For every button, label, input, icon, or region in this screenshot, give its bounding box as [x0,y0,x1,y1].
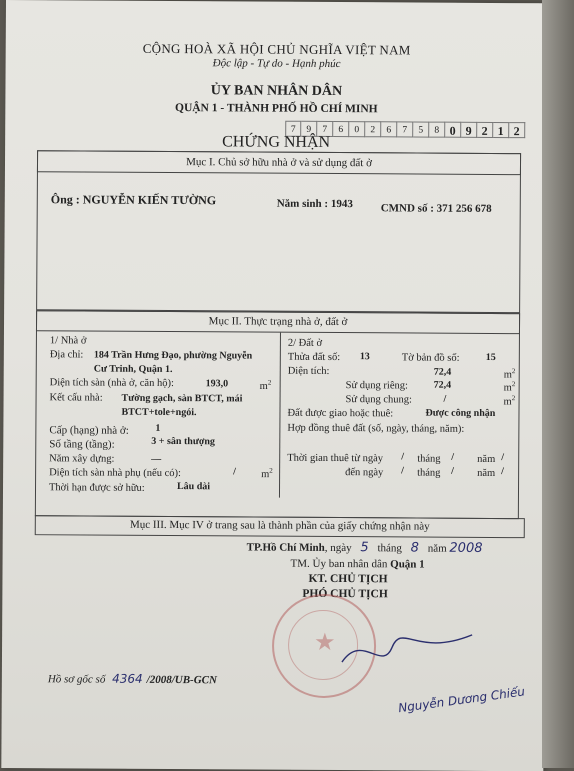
serial-digit: 2 [477,122,493,138]
floor-area-unit: $m^2$ [259,378,272,393]
issue-month: 8 [410,540,420,556]
serial-digit: 8 [429,122,445,138]
lease-to-year: / [501,466,504,478]
grade-label: Cấp (hạng) nhà ở: [49,424,129,437]
floor-area-label: Diện tích sàn (nhà ở, căn hộ): [49,377,174,390]
parcel-label: Thửa đất số: [287,351,341,364]
serial-digit: 0 [445,122,461,138]
serial-digit: 1 [493,122,509,138]
issue-year: 2008 [449,540,483,556]
term-value: Lâu dài [176,481,211,493]
allocation-label: Đất được giao hoặc thuê: [287,407,394,420]
lease-to-month-label: tháng [417,467,441,479]
district-heading: QUẬN 1 - THÀNH PHỐ HỒ CHÍ MINH [174,102,378,116]
serial-digit: 9 [301,121,317,137]
house-title: 1/ Nhà ở [49,335,87,347]
map-sheet-value: 15 [485,351,496,363]
lease-from-month: / [451,451,455,463]
certificate-title: CHỨNG NHẬN [222,133,331,151]
term-label: Thời hạn được sở hữu: [48,482,145,494]
private-use-label: Sử dụng riêng: [345,380,408,392]
structure-value-line1: Tường gạch, sàn BTCT, mái [121,392,243,405]
serial-digit: 2 [365,121,381,137]
serial-digit: 0 [349,121,365,137]
year-built-label: Năm xây dựng: [49,453,115,465]
land-area-label: Diện tích: [287,365,330,377]
lease-from-day: / [401,451,405,463]
section-appendix-text: Mục III. Mục IV ở trang sau là thành phần của giấy chứng nhận này [129,518,430,533]
structure-value-line2: BTCT+tole+ngói. [121,406,197,419]
section-owner-heading: Mục I. Chủ sở hữu nhà ở và sử dụng đất ở [186,156,372,170]
signer-name: Nguyễn Dương Chiếu [397,684,526,716]
serial-digit: 6 [333,121,349,137]
address-value-line1: 184 Trần Hưng Đạo, phường Nguyễn [93,349,253,362]
role-vice-chairman: PHÓ CHỦ TỊCH [302,587,388,601]
aux-area-label: Diện tích sàn nhà phụ (nếu có): [49,467,181,480]
serial-digit: 7 [285,121,301,137]
lease-to-day: / [401,465,404,477]
lease-contract-label: Hợp đồng thuê đất (số, ngày, tháng, năm): [287,422,465,435]
birth-year: Năm sinh : 1943 [276,197,353,211]
map-sheet-label: Tờ bản đồ số: [401,352,460,364]
section-status-heading: Mục II. Thực trạng nhà ở, đất ở [208,315,348,329]
aux-area-unit: $m^2$ [261,466,273,481]
shared-use-unit: $m^2$ [503,394,516,408]
serial-digit: 7 [317,121,333,137]
allocation-value: Được công nhận [425,407,496,419]
lease-to-year-label: năm [477,467,496,479]
land-area-value: 72,4 [433,366,452,378]
private-use-value: 72,4 [433,379,452,391]
year-built-value: — [151,453,162,465]
lease-to-label: đến ngày [345,467,384,479]
address-value-line2: Cư Trinh, Quận 1. [93,363,173,376]
republic-heading: CỘNG HOÀ XÃ HỘI CHỦ NGHĨA VIỆT NAM [142,40,411,58]
lease-from-year-label: năm [477,453,496,465]
floor-area-value: 193,0 [205,378,229,390]
serial-digit: 6 [381,121,397,137]
id-card-number: CMND số : 371 256 678 [380,202,492,215]
serial-digit: 2 [509,122,525,138]
lease-from-year: / [501,452,505,464]
shared-use-label: Sử dụng chung: [345,394,412,406]
land-title: 2/ Đất ở [287,337,323,349]
page-edge-shadow [542,0,574,768]
certificate-sheet [1,0,548,771]
signature-stroke [332,622,482,683]
lease-to-month: / [451,465,454,477]
lease-from-label: Thời gian thuê từ ngày [287,452,384,465]
serial-digit: 9 [461,122,477,138]
role-chairman: KT. CHỦ TỊCH [308,572,388,586]
lease-from-month-label: tháng [417,453,441,465]
aux-area-value: / [233,466,236,478]
file-number: Hồ sơ gốc số 4364 /2008/UB-GCN [47,671,217,687]
private-use-unit: $m^2$ [503,380,516,394]
floors-value: 3 + sân thượng [151,435,215,448]
motto: Độc lập - Tự do - Hạnh phúc [212,57,341,71]
parcel-value: 13 [359,351,370,363]
floors-label: Số tầng (tầng): [49,438,115,451]
structure-label: Kết cấu nhà: [49,392,103,404]
issuing-org: TM. Ủy ban nhân dân Quận 1 [290,557,425,571]
serial-digit: 5 [413,121,429,137]
owner-name: Ông : NGUYỄN KIẾN TƯỜNG [50,192,217,208]
official-seal-icon: ★ [272,594,377,699]
issue-date: TP.Hồ Chí Minh, ngày 5 tháng 8 năm 2008 [246,540,483,556]
grade-value: 1 [155,422,161,434]
land-area-unit: $m^2$ [503,367,516,381]
issue-place: TP.Hồ Chí Minh [246,541,325,554]
serial-digit: 7 [397,121,413,137]
authority-heading: ỦY BAN NHÂN DÂN [210,83,343,100]
address-label: Địa chỉ: [49,349,84,361]
issue-day: 5 [360,540,369,556]
shared-use-value: / [443,393,447,405]
